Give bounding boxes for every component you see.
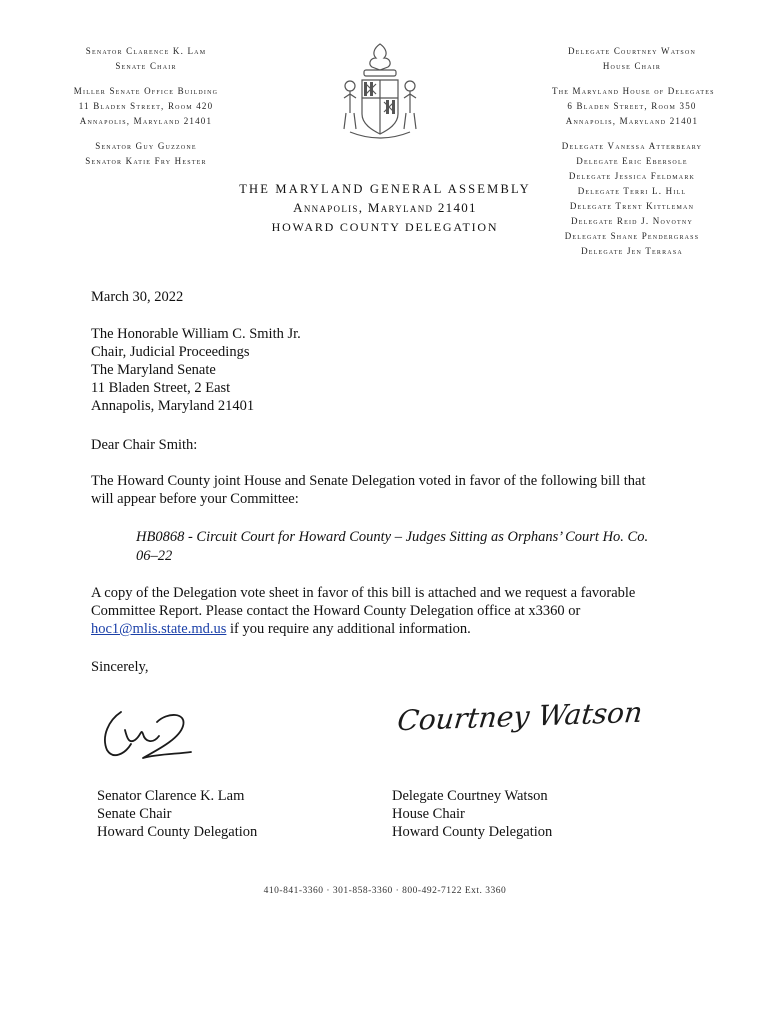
assembly-location: Annapolis, Maryland 21401 [293,200,477,215]
signer-name: Delegate Courtney Watson [392,788,548,804]
right-member: Delegate Eric Ebersole [576,156,688,166]
paragraph-line-rest: if you require any additional information. [226,621,471,637]
assembly-heading [230,180,540,236]
left-chair-name: Senator Clarence K. Lam [85,46,207,56]
recipient-line: The Honorable William C. Smith Jr. [91,326,301,342]
left-city: Annapolis, Maryland 21401 [79,116,213,126]
signer-title: Senate Chair [97,806,172,822]
lam-signature [95,700,205,766]
left-chair-title: Senate Chair [115,61,177,71]
bill-line: HB0868 - Circuit Court for Howard County – Judges Sitting as Orphans’ Court Ho. Co. [136,529,649,545]
right-street: 6 Bladen Street, Room 350 [567,101,697,111]
footer-phone: 410-841-3360 · 301-858-3360 · 800-492-7122 Ext. 3360 [263,886,507,896]
right-member: Delegate Shane Pendergrass [564,231,700,241]
recipient-line: Annapolis, Maryland 21401 [91,398,255,414]
left-member: Senator Guy Guzzone [95,141,197,151]
left-building: Miller Senate Office Building [73,86,219,96]
right-member: Delegate Jessica Feldmark [568,171,696,181]
signer-name: Senator Clarence K. Lam [97,788,245,804]
right-chair-title: House Chair [602,61,662,71]
signature-block-right [392,787,552,841]
left-street: 11 Bladen Street, Room 420 [78,101,214,111]
recipient-address [91,325,691,415]
recipient-line: 11 Bladen Street, 2 East [91,380,231,396]
salutation: Dear Chair Smith: [91,437,198,453]
right-member: Delegate Reid J. Novotny [571,216,693,226]
delegation-name: HOWARD COUNTY DELEGATION [271,220,499,234]
signer-org: Howard County Delegation [97,824,258,840]
right-member: Delegate Trent Kittleman [569,201,695,211]
closing: Sincerely, [91,659,149,675]
right-member: Delegate Jen Terrasa [581,246,683,256]
right-chair-name: Delegate Courtney Watson [567,46,697,56]
right-member: Delegate Terri L. Hill [577,186,687,196]
right-member: Delegate Vanessa Atterbeary [561,141,703,151]
bill-reference [136,528,696,566]
paragraph-line: will appear before your Committee: [91,491,299,507]
recipient-line: Chair, Judicial Proceedings [91,344,250,360]
paragraph-line: A copy of the Delegation vote sheet in favor of this bill is attached and we request a favorable [91,585,636,601]
signer-title: House Chair [392,806,465,822]
letter-date: March 30, 2022 [91,289,184,305]
right-building: The Maryland House of Delegates [552,86,715,96]
left-member: Senator Katie Fry Hester [85,156,207,166]
maryland-seal-icon [330,40,430,150]
assembly-name: THE MARYLAND GENERAL ASSEMBLY [239,182,531,196]
signature-block-left [97,787,257,841]
letterhead-left [70,44,222,169]
recipient-line: The Maryland Senate [91,362,216,378]
paragraph-line: The Howard County joint House and Senate Delegation voted in favor of the following bill that [91,473,646,489]
paragraph-line: Committee Report. Please contact the Howard County Delegation office at x3360 or [91,603,581,619]
email-link[interactable]: hoc1@mlis.state.md.us [91,621,227,637]
letterhead-right [552,44,715,259]
paragraph-request [91,584,691,638]
signer-org: Howard County Delegation [392,824,553,840]
watson-signature: Courtney Watson [395,695,645,738]
bill-line: 06–22 [136,548,173,564]
paragraph-intro [91,472,691,508]
paragraph-line [91,620,691,638]
right-city: Annapolis, Maryland 21401 [565,116,699,126]
